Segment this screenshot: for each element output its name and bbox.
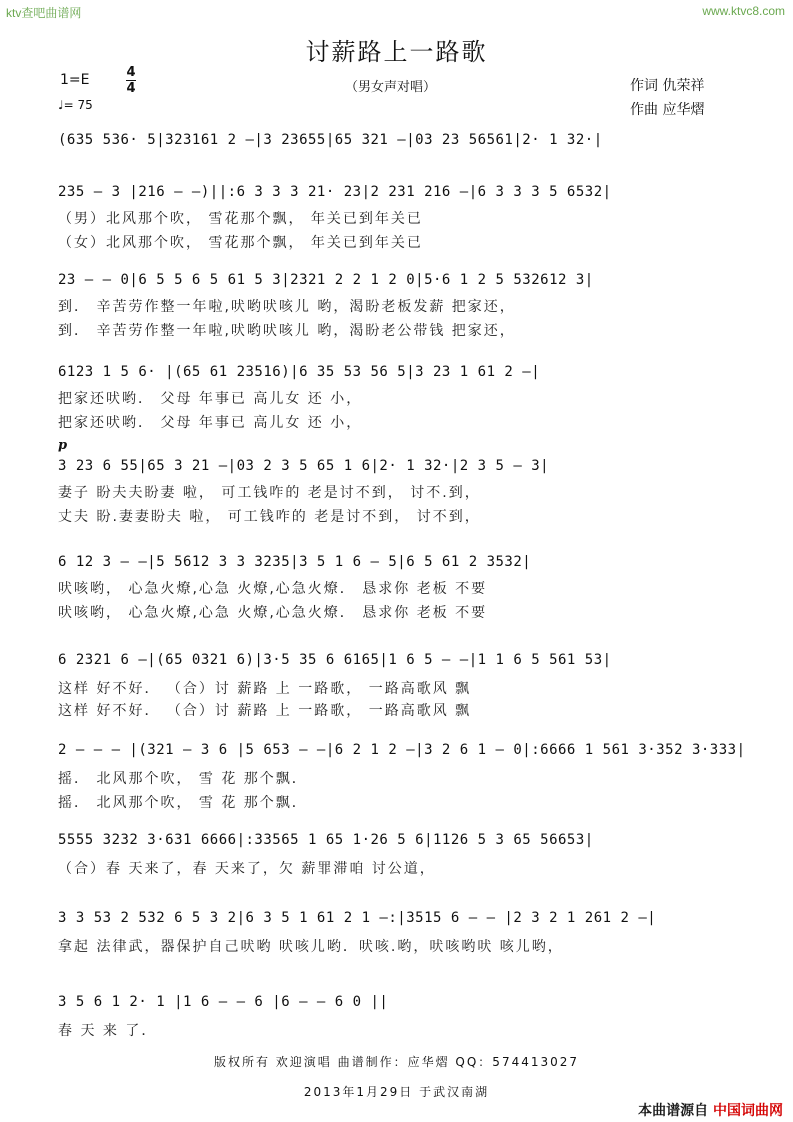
dynamic-mark: p xyxy=(58,438,68,453)
lyricist: 作词 仇荣祥 xyxy=(630,78,705,94)
composer: 作曲 应华熠 xyxy=(630,102,705,118)
source-site: 中国词曲网 xyxy=(713,1103,783,1119)
lyric-line-8a: 摇． 北风那个吹， 雪 花 那个飘． xyxy=(58,771,308,787)
time-signature xyxy=(126,66,136,95)
time-sig-top: 4 xyxy=(126,65,136,80)
lyric-line-9: （合）春 天来了，春 天来了，欠 薪罪滞咱 讨公道， xyxy=(58,861,436,877)
lyric-line-3a: 到． 辛苦劳作整一年啦,吠哟吠咳儿 哟，渴盼老板发薪 把家还， xyxy=(58,299,516,315)
watermark-left: ktv查吧曲谱网 xyxy=(6,6,82,20)
date-place-line: 2013年1月29日 于武汉南湖 xyxy=(303,1085,490,1099)
lyric-line-2a: （男）北风那个吹， 雪花那个飘， 年关已到年关已 xyxy=(58,211,423,227)
tempo-mark: ♩= 75 xyxy=(58,98,93,112)
lyric-line-11: 春 天 来 了． xyxy=(58,1023,158,1039)
notation-line-4: 6123 1 5 6· |(65 61 23516)|6 35 53 56 5|3 23 1 61 2 –| xyxy=(58,364,541,380)
source-credit xyxy=(638,1100,783,1120)
lyric-line-2b: （女）北风那个吹， 雪花那个飘， 年关已到年关已 xyxy=(58,235,423,251)
key-signature: 1=E xyxy=(60,72,90,88)
copyright-line: 版权所有 欢迎演唱 曲谱制作：应华熠 QQ：574413027 xyxy=(213,1055,580,1069)
lyric-line-7b: 这样 好不好． （合）讨 薪路 上 一路歌， 一路高歌风 飘 xyxy=(58,703,472,719)
notation-line-6: 6 12 3 – –|5 5612 3 3 3235|3 5 1 6 – 5|6 5 61 2 3532| xyxy=(58,554,532,570)
time-sig-bottom: 4 xyxy=(126,81,136,96)
notation-line-7: 6 2321 6 –|(65 0321 6)|3·5 35 6 6165|1 6 5 – –|1 1 6 5 561 53| xyxy=(58,652,612,668)
lyric-line-5a: 妻子 盼夫夫盼妻 啦， 可工钱咋的 老是讨不到， 讨不.到， xyxy=(58,485,481,501)
notation-line-9: 5555 3232 3·631 6666|:33565 1 65 1·26 5 6|1126 5 3 65 56653| xyxy=(58,832,594,848)
lyric-line-4a: 把家还吠哟． 父母 年事已 高儿女 还 小， xyxy=(58,391,363,407)
lyric-line-4b: 把家还吠哟． 父母 年事已 高儿女 还 小， xyxy=(58,415,363,431)
source-prefix: 本曲谱源自 xyxy=(638,1103,709,1119)
notation-line-2: 235 – 3 |216 – –)||:6 3 3 3 21· 23|2 231 216 –|6 3 3 3 5 6532| xyxy=(58,184,612,200)
lyric-line-5b: 丈夫 盼.妻妻盼夫 啦， 可工钱咋的 老是讨不到， 讨不到， xyxy=(58,509,481,525)
lyric-line-3b: 到． 辛苦劳作整一年啦,吠哟吠咳儿 哟，渴盼老公带钱 把家还， xyxy=(58,323,516,339)
lyric-line-6a: 吠咳哟， 心急火燎,心急 火燎,心急火燎． 恳求你 老板 不要 xyxy=(58,581,488,597)
lyric-line-6b: 吠咳哟， 心急火燎,心急 火燎,心急火燎． 恳求你 老板 不要 xyxy=(58,605,488,621)
notation-line-3: 23 – – 0|6 5 5 6 5 61 5 3|2321 2 2 1 2 0|5·6 1 2 5 532612 3| xyxy=(58,272,594,288)
lyric-line-10: 拿起 法律武，器保护自己吠哟 吠咳儿哟．吠咳.哟，吠咳哟吠 咳儿哟， xyxy=(58,939,564,955)
watermark-right: www.ktvc8.com xyxy=(702,4,785,18)
song-title: 讨薪路上一路歌 xyxy=(305,38,488,66)
notation-line-5: 3 23 6 55|65 3 21 –|03 2 3 5 65 1 6|2· 1 32·|2 3 5 – 3| xyxy=(58,458,550,474)
notation-line-1: (635 536· 5|323161 2 –|3 23655|65 321 –|03 23 56561|2· 1 32·| xyxy=(58,132,603,148)
lyric-line-8b: 摇． 北风那个吹， 雪 花 那个飘． xyxy=(58,795,308,811)
credits xyxy=(630,74,704,122)
notation-line-10: 3 3 53 2 532 6 5 3 2|6 3 5 1 61 2 1 –:|3515 6 – – |2 3 2 1 261 2 –| xyxy=(58,910,657,926)
notation-line-11: 3 5 6 1 2· 1 |1 6 – – 6 |6 – – 6 0 || xyxy=(58,994,389,1010)
notation-line-8: 2 – – – |(321 – 3 6 |5 653 – –|6 2 1 2 –|3 2 6 1 – 0|:6666 1 561 3·352 3·333| xyxy=(58,742,746,758)
subtitle: （男女声对唱） xyxy=(345,80,437,95)
lyric-line-7a: 这样 好不好． （合）讨 薪路 上 一路歌， 一路高歌风 飘 xyxy=(58,681,472,697)
